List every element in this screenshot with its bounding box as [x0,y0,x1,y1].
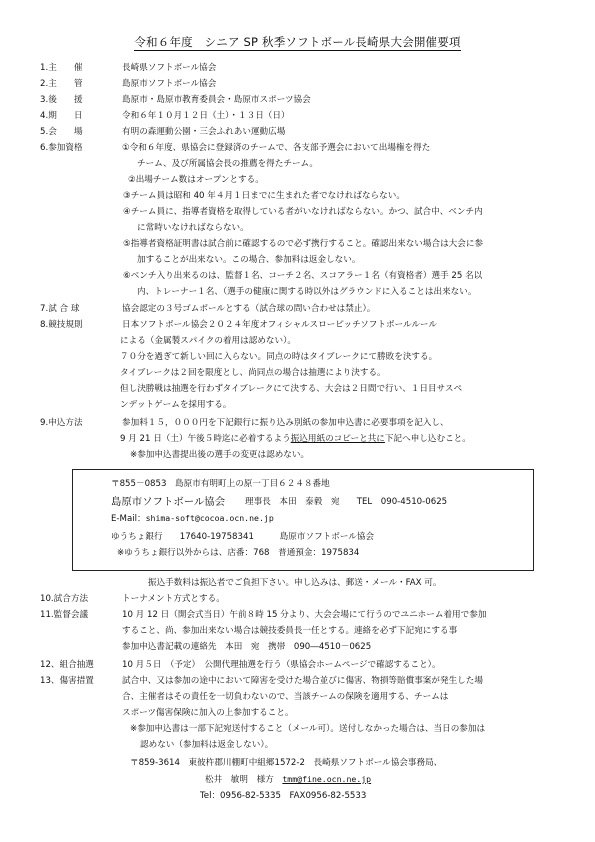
document-page: 令和６年度 シニア SP 秋季ソフトボール長崎県大会開催要項 1.主 催 長崎県ソフトボール協会 2.主 管 島原市ソフトボール協会 3.後 援 島原市・島原市教育委員会・島原市スポーツ協会 4.期 日 令和６年１０月１２日（土）・１３日（日） 5.会 場 有明の森運動公園・三会ふれあい運動広場 6.参加資格 ①令和６年度、県協会に登録済のチームで、各支部予選会において出場権を得た チーム、及び所属協会長の推薦を得たチーム。 ②出場チーム数はオープンとする。 ③チーム員は昭和 40 年４月１日までに生まれた者でなければならない。 ④チーム員に、指導者資格を取得している者がいなければならない。かつ、試合中、ベンチ内 に常時いなければならない。 ⑤指導者資格証明書は試合前に確認するので必ず携行すること。確認出来ない場合は大会に参 加することが出来ない。この場合、参加料は返金しない。 ⑥ベンチ入り出来るのは、監督１名、コーチ２名、スコアラー１名（有資格者）選手 25 名以 内、トレーナー１名、（選手の健康に関する時以外はグラウンドに入ることは出来ない。 7.試 合 球 協会認定の３号ゴムボールとする（試合球の問い合わせは禁止）。 8.競技規則 日本ソフトボール協会２０２４年度オフィシャルスローピッチソフトボールルール による（金属製スパイクの着用は認めない）。 ７０分を過ぎて新しい回に入らない。同点の時はタイブレークにて勝敗を決する。 タイブレークは２回を限度とし、尚同点の場合は抽選により決する。 但し決勝戦は抽選を行わずタイブレークにて決する、大会は２日間で行い、１日目サスペ ンデットゲームを採用する。 9.申込方法 参加料１５，０００円を下記銀行に振り込み別紙の参加申込書に必要事項を記入し、 9 月 21 日（土）午後５時迄に必着するよう振込用紙のコピーと共に下記へ申し込むこと。 ※参加申込書提出後の選手の変更は認めない。 〒855－0853 島原市有明町上の原一丁目６２４８番地 島原市ソフトボール協会 理事長 本田 泰毅 宛 TEL 090-4510-0625 E-Mail：shima-soft@cocoa.ocn.ne.jp ゆうちょ銀行 17640-19758341 島原市ソフトボール協会 ※ゆうちょ銀行以外からは、店番：768 普通預金：1975834 振込手数料は振込者でご負担下さい。申し込みは、郵送・メール・FAX 可。 10.試合方法 トーナメント方式とする。 11.監督会議 10 月 12 日（開会式当日）午前８時 15 分より、大会会場にて行うのでユニホーム着用で参加 すること、尚、参加出来ない場合は競技委員長一任とする。連絡を必ず下記宛にする事 参加申込書記載の連絡先 本田 宛 携帯 090―4510－0625 12、組合抽選 10 月５日 （予定） 公開代理抽選を行う（県協会ホームページで確認すること）。 13、傷害措置 試合中、又は参加の途中において障害を受けた場合並びに傷害、物損等賠償事案が発生した場 合、主催者はその責任を一切負わないので、当該チームの保険を適用する、チームは スポーツ傷害保険に加入の上参加すること。 ※参加申込書は一部下記宛送付すること（メール可）。送付しなかった場合は、当日の参加は 認めない（参加料は返金しない）。 〒859-3614 東彼杵郡川棚町中組郷1572-2 長崎県ソフトボール協会事務局、 松井 敏明 様方 tmm@fine.ocn.ne.jp Tel：0956-82-5335 FAX0956-82-5533 [0,0,595,842]
box-address: 〒855－0853 島原市有明町上の原一丁目６２４８番地 [111,479,330,489]
application-note: ※参加申込書提出後の選手の変更は認めない。 [130,450,310,460]
injury-line: ※参加申込書は一部下記宛送付すること（メール可）。送付しなかった場合は、当日の参加は [130,724,486,734]
rules-line: による（金属製スパイクの着用は認めない）。 [120,336,296,346]
qualification-line: に常時いなければならない。 [137,223,249,233]
qualification-line: 内、トレーナー１名、（選手の健康に関する時以外はグラウンドに入ることは出来ない。 [137,287,477,297]
qualification-line: ⑤指導者資格証明書は試合前に確認するので必ず携行すること。確認出来ない場合は大会に参 [123,239,484,249]
qualification-line: ④チーム員に、指導者資格を取得している者がいなければならない。かつ、試合中、ベンチ内 [123,207,483,217]
qualification-line: 加することが出来ない。この場合、参加料は返金しない。 [137,255,361,265]
footer-email-link[interactable]: tmm@fine.ocn.ne.jp [282,774,372,784]
qualification-line: ⑥ベンチ入り出来るのは、監督１名、コーチ２名、スコアラー１名（有資格者）選手 25 名以 [123,271,483,281]
contact-box [72,469,534,571]
fee-note: 振込手数料は振込者でご負担下さい。申し込みは、郵送・メール・FAX 可。 [148,578,442,588]
box-email-line: E-Mail：shima-soft@cocoa.ocn.ne.jp [111,513,274,524]
rules-line: ンデットゲームを採用する。 [120,400,232,410]
footer-address: 〒859-3614 東彼杵郡川棚町中組郷1572-2 長崎県ソフトボール協会事務局、 [130,758,443,768]
qualification-line: チーム、及び所属協会長の推薦を得たチーム。 [137,159,318,169]
application-deadline: 9 月 21 日（土）午後５時迄に必着するよう振込用紙のコピーと共に下記へ申し込むこと。 [120,434,471,444]
rules-line: タイブレークは２回を限度とし、尚同点の場合は抽選により決する。 [120,368,386,378]
box-organization: 島原市ソフトボール協会 [111,496,226,508]
box-bank-primary: ゆうちょ銀行 17640-19758341 島原市ソフトボール協会 [111,532,375,542]
document-title: 令和６年度 シニア SP 秋季ソフトボール長崎県大会開催要項 [134,35,461,49]
injury-line: 認めない（参加料は返金しない）。 [140,740,274,750]
box-bank-other: ※ゆうちょ銀行以外からは、店番：768 普通預金：1975834 [117,548,360,558]
rules-line: ７０分を過ぎて新しい回に入らない。同点の時はタイブレークにて勝敗を決する。 [120,352,438,362]
qualification-line: ②出場チーム数はオープンとする。 [128,175,264,185]
meeting-line: すること、尚、参加出来ない場合は競技委員長一任とする。連絡を必ず下記宛にする事 [122,626,458,636]
meeting-line: 参加申込書記載の連絡先 本田 宛 携帯 090―4510－0625 [122,642,372,652]
footer-tel: Tel：0956-82-5335 FAX0956-82-5533 [200,791,367,801]
injury-line: スポーツ傷害保険に加入の上参加すること。 [122,708,294,718]
footer-name-line: 松井 敏明 様方 tmm@fine.ocn.ne.jp [205,774,372,785]
rules-line: 但し決勝戦は抽選を行わずタイブレークにて決する、大会は２日間で行い、１日目サスペ [120,384,463,394]
box-contact: 理事長 本田 泰毅 宛 TEL 090-4510-0625 [245,497,448,507]
injury-line: 合、主催者はその責任を一切負わないので、当該チームの保険を適用する、チームは [122,692,449,702]
qualification-line: ③チーム員は昭和 40 年４月１日までに生まれた者でなければならない。 [123,191,405,201]
box-email[interactable]: shima-soft@cocoa.ocn.ne.jp [145,513,274,523]
